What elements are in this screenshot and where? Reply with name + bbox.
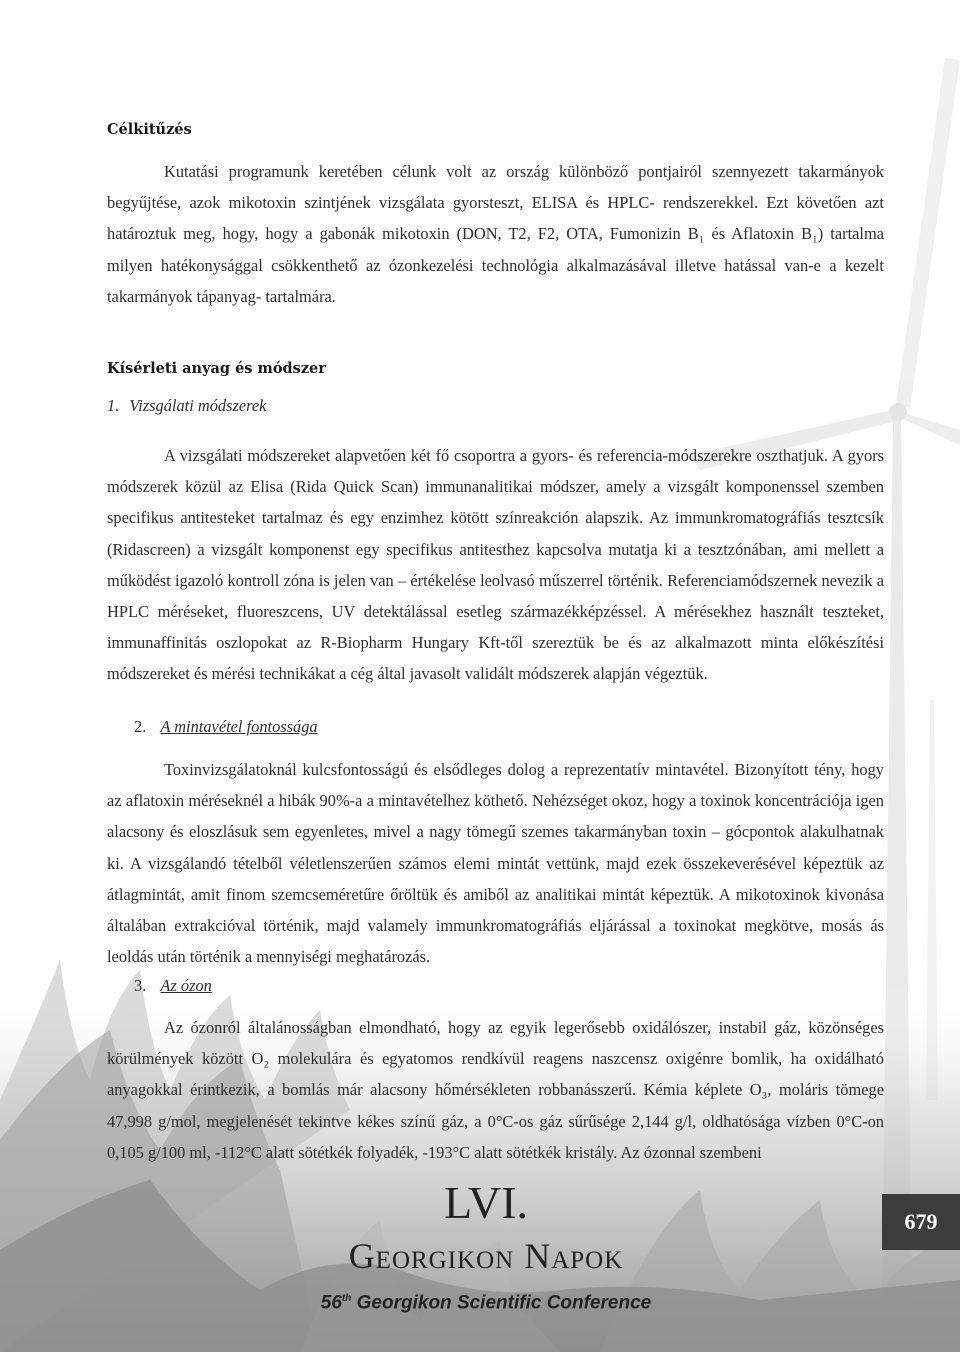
heading-celkituzes: Célkitűzés [107,121,192,138]
subheading-mintavetel [134,717,318,737]
footer-subtitle-text: Georgikon Scientific Conference [351,1292,652,1314]
paragraph-celkituzes-text: Kutatási programunk keretében célunk volt az ország különböző pontjairól szennyezett takarmányok begyűjtése, azok mikotoxin szintjének vizsgálata gyorsteszt, ELISA és HPLC- rendszerekkel. Ezt követően azt határoztuk meg, hogy, hogy a gabonák mikotoxin (DON, T2, F2, OTA, Fumonizin B₁ és Aflatoxin B₁) tartalma milyen hatékonysággal csökkenthető az ózonkezelési technológia alkalmazásával illetve hatással van-e a kezelt takarmányok tápanyag- tartalmára. [107,162,884,306]
footer-conference-subtitle [310,1287,662,1315]
paragraph-mintavetel-text: Toxinvizsgálatoknál kulcsfontosságú és elsődleges dolog a reprezentatív mintavétel. Bizonyított tény, hogy az aflatoxin méréseknél a hibák 90%-a a mintavételhez köthető. Nehézséget okoz, hogy a toxinok koncentrációja igen alacsony és eloszlásuk sem egyenletes, mivel a nagy tömegű szemes takarmányban toxin – gócpontok alakulhatnak ki. A vizsgálandó tételből véletlenszerűen számos elemi mintát vettünk, majd ezek összekeverésével képeztük az átlagmintát, amit finom szemcseméretűre őröltük és amiből az analitikai mintát képeztük. A mikotoxinok kivonása általában extrakcióval történik, majd valamely immunkromatográfiás eljárással a toxinokat megkötve, mosás ás leoldás után történik a mennyiségi meghatározás. [107,760,884,967]
footer-edition-number: 56 [320,1292,342,1314]
subheading-ozon [134,976,212,996]
paragraph-vizsgalati [107,440,884,690]
heading-kiserleti: Kísérleti anyag és módszer [107,360,326,377]
page-number: 679 [882,1194,960,1250]
subheading-vizsgalati [107,396,266,416]
subheading-vizsgalati-title: Vizsgálati módszerek [129,396,267,415]
footer-roman-numeral: LVI. [444,1177,528,1228]
paragraph-vizsgalati-text: A vizsgálati módszereket alapvetően két fő csoportra a gyors- és referencia-módszerekre oszthatjuk. A gyors módszerek közül az Elisa (Rida Quick Scan) immunanalitikai módszer, amely a vizsgált komponenssel szemben specifikus antitesteket tartalmaz és egy enzimhez kötött színreakción alapszik. Az immunkromatográfiás tesztcsík (Ridascreen) a vizsgált komponenst egy specifikus antitesthez kapcsolva mutatja ki a tesztzónában, ami mellett a működést igazoló kontroll zóna is jelen van – értékelése leolvasó műszerrel történik. Referenciamódszernek nevezik a HPLC méréseket, fluoreszcens, UV detektálással esetleg származékképzéssel. A mérésekhez használt teszteket, immunaffinitás oszlopokat az R-Biopharm Hungary Kft-től szereztük be és az alkalmazott minta előkészítési módszereket és mérési technikákat a cég által javasolt validált módszerek alapján végeztük. [107,446,884,684]
paragraph-ozon-text: Az ózonról általánosságban elmondható, hogy az egyik legerősebb oxidálószer, instabil gáz, közönséges körülmények között O₂ molekulára és egyatomos rendkívül reagens naszcensz oxigénre bomlik, ha oxidálható anyagokkal érintkezik, a bomlás már alacsony hőmérsékleten robbanásszerű. Kémia képlete O₃, moláris tömege 47,998 g/mol, megjelenését tekintve kékes színű gáz, a 0°C-os gáz sűrűsége 2,144 g/l, oldhatósága vízben 0°C-on 0,105 g/100 ml, -112°C alatt sötétkék folyadék, -193°C alatt sötétkék kristály. Az ózonnal szembeni [107,1018,884,1162]
paragraph-celkituzes [107,156,884,312]
subheading-ozon-number: 3. [134,976,147,995]
paragraph-ozon [107,1012,884,1168]
subheading-mintavetel-number: 2. [134,717,147,736]
subheading-vizsgalati-number: 1. [107,396,120,415]
subheading-mintavetel-title: A mintavétel fontossága [160,717,318,736]
footer-conference-name: Georgikon Napok [348,1236,624,1276]
paragraph-mintavetel [107,754,884,972]
footer-edition-suffix: th [341,1293,352,1304]
subheading-ozon-title: Az ózon [160,976,212,995]
